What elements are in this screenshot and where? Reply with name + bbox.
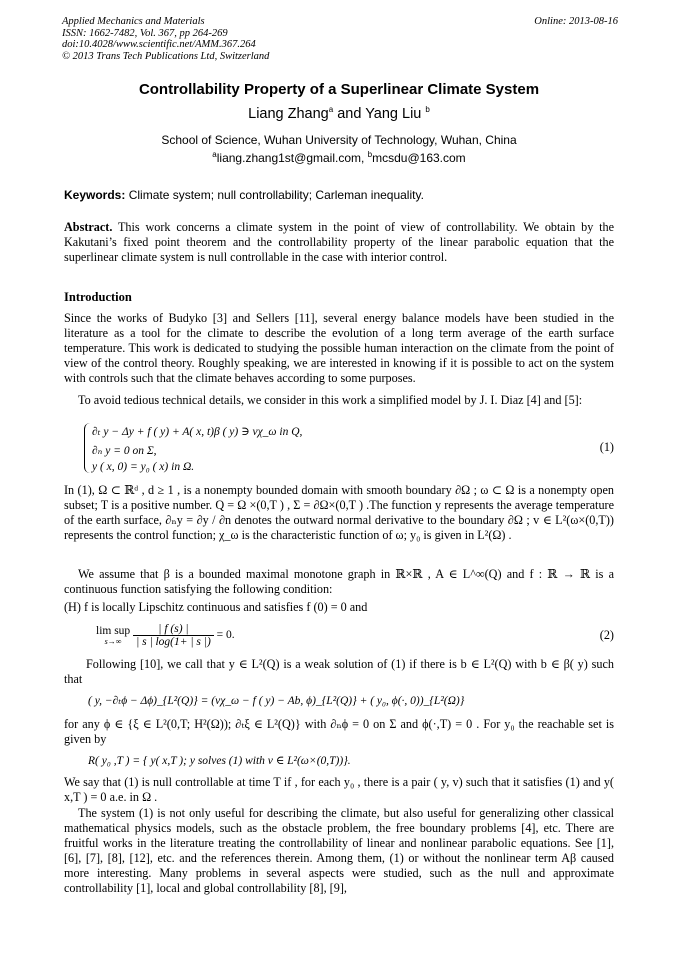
condition-h: (H) f is locally Lipschitz continuous and satisfies f (0) = 0 and (64, 600, 368, 614)
intro-paragraph-6: for any ϕ ∈ {ξ ∈ L²(0,T; H²(Ω)); ∂ₜξ ∈ L²(Q)} with ∂ₙϕ = 0 on Σ and ϕ(·,T) = 0 . For y₀ the reachable set is given by (64, 717, 614, 746)
email-b: mcsdu@163.com (372, 151, 466, 165)
keywords-text: Climate system; null controllability; Carleman inequality. (125, 188, 424, 202)
email-b-mark: b (367, 150, 373, 159)
equation-reachable-set: R( y₀ ,T ) = { y( x,T ); y solves (1) with v ∈ L²(ω×(0,T))}. (88, 755, 351, 767)
keywords (64, 188, 424, 202)
equation-1-line-1: ∂ₜ y − Δy + f ( y) + A( x, t)β ( y) ∋ vχ_ω in Q, (92, 426, 303, 438)
equation-1-line-3: y ( x, 0) = y₀ ( x) in Ω. (92, 461, 195, 473)
abstract-text: This work concerns a climate system in the point of view of controllability. We obtain by the Kakutani’s fixed point theorem and the controllability property of the linear parabolic equation that the superlinear climate system is null controllable in the case with interior control. (64, 220, 614, 264)
author-2-mark: b (425, 105, 430, 115)
journal-name: Applied Mechanics and Materials (62, 16, 205, 27)
author-2: Yang Liu (365, 106, 422, 122)
equation-2 (96, 623, 235, 648)
intro-paragraph-2: To avoid tedious technical details, we consider in this work a simplified model by J. I. Diaz [4] and [5]: (78, 393, 583, 407)
issn-line: ISSN: 1662-7482, Vol. 367, pp 264-269 (62, 27, 228, 39)
intro-paragraph-3: In (1), Ω ⊂ ℝᵈ , d ≥ 1 , is a nonempty bounded domain with smooth boundary ∂Ω ; ω ⊂ Ω is a nonempty open subset; T is a positive number. Q = Ω ×(0,T ) , Σ = ∂Ω×(0,T ) .The function y represents the average temperature of the earth surface, ∂ₙy = ∂y / ∂n denotes the outward normal derivative to the boundary ∂Ω ; v ∈ L²(ω×(0,T)) represents the control function; χ_ω is the characteristic function of ω; y₀ is given in L²(Ω) . (64, 483, 614, 542)
equation-weak-solution: ( y, −∂ₜϕ − Δϕ)_{L²(Q)} = (vχ_ω − f ( y) − Ab, ϕ)_{L²(Q)} + ( y₀, ϕ(·, 0))_{L²(Ω)} (88, 695, 465, 707)
equation-2-number: (2) (599, 628, 614, 642)
email-a-mark: a (212, 150, 217, 159)
online-date: Online: 2013-08-16 (534, 16, 618, 27)
section-heading-introduction: Introduction (64, 290, 132, 304)
intro-paragraph-1: Since the works of Budyko [3] and Sellers [11], several energy balance models have been studied in the literature as a tool for the climate to describe the evolution of a long term average of the earth surface temperature. This work is dedicated to studying the possible human interaction on the climate from the point of view of the control theory. Roughly speaking, we are interested in knowing if it is possible to act on the system with controls such that the climate behaves according to some purposes. (64, 311, 614, 385)
paper-title: Controllability Property of a Superlinear Climate System (138, 81, 540, 98)
equation-2-limit-sub: s→∞ (104, 637, 122, 646)
keywords-label: Keywords: (64, 188, 126, 202)
intro-paragraph-7: We say that (1) is null controllable at time T if , for each y₀ , there is a pair ( y, v) such that it satisfies (1) and y( x,T ) = 0 a.e. in Ω . (64, 775, 614, 804)
intro-paragraph-5: Following [10], we call that y ∈ L²(Q) is a weak solution of (1) if there is b ∈ L²(Q) with b ∈ β( y) such that (64, 657, 614, 686)
copyright-line: © 2013 Trans Tech Publications Ltd, Switzerland (62, 50, 270, 62)
author-1: Liang Zhang (248, 106, 329, 122)
emails (0, 151, 678, 165)
equation-2-limsup: lim sup (96, 625, 131, 637)
authors (0, 106, 678, 122)
equation-2-numerator: | f (s) | (133, 623, 214, 636)
affiliation: School of Science, Wuhan University of Technology, Wuhan, China (161, 133, 517, 147)
abstract-label: Abstract. (64, 220, 113, 234)
intro-paragraph-8: The system (1) is not only useful for describing the climate, but also useful for generalizing other classical mathematical physics models, such as the obstacle problem, the free boundary problems [4], etc. There are fruitful works in the literature treating the controllability of linear and nonlinear parabolic equations. See [1], [6], [7], [8], [12], etc. and the references therein. Among them, (1) or without the nonlinear term Aβ caused more interesting. Many problems in several aspects were studied, such as the null and approximate controllability [1], local and global controllability [8], [9], (64, 806, 614, 895)
authors-and: and (333, 106, 366, 122)
equation-1-number: (1) (599, 440, 614, 454)
doi-line: doi:10.4028/www.scientific.net/AMM.367.264 (62, 39, 256, 50)
equation-2-denominator: | s | log(1+ | s |) (136, 636, 211, 648)
equation-2-rhs: = 0. (216, 629, 235, 642)
equation-1-line-2: ∂ₙ y = 0 on Σ, (92, 445, 157, 457)
journal-header (62, 16, 618, 62)
email-a: liang.zhang1st@gmail.com, (216, 151, 368, 165)
equation-1-brace (84, 423, 91, 473)
intro-paragraph-4: We assume that β is a bounded maximal monotone graph in ℝ×ℝ , A ∈ L^∞(Q) and f : ℝ → ℝ is a continuous function satisfying the following condition: (64, 567, 614, 596)
author-1-mark: a (328, 105, 334, 115)
abstract (64, 220, 614, 265)
